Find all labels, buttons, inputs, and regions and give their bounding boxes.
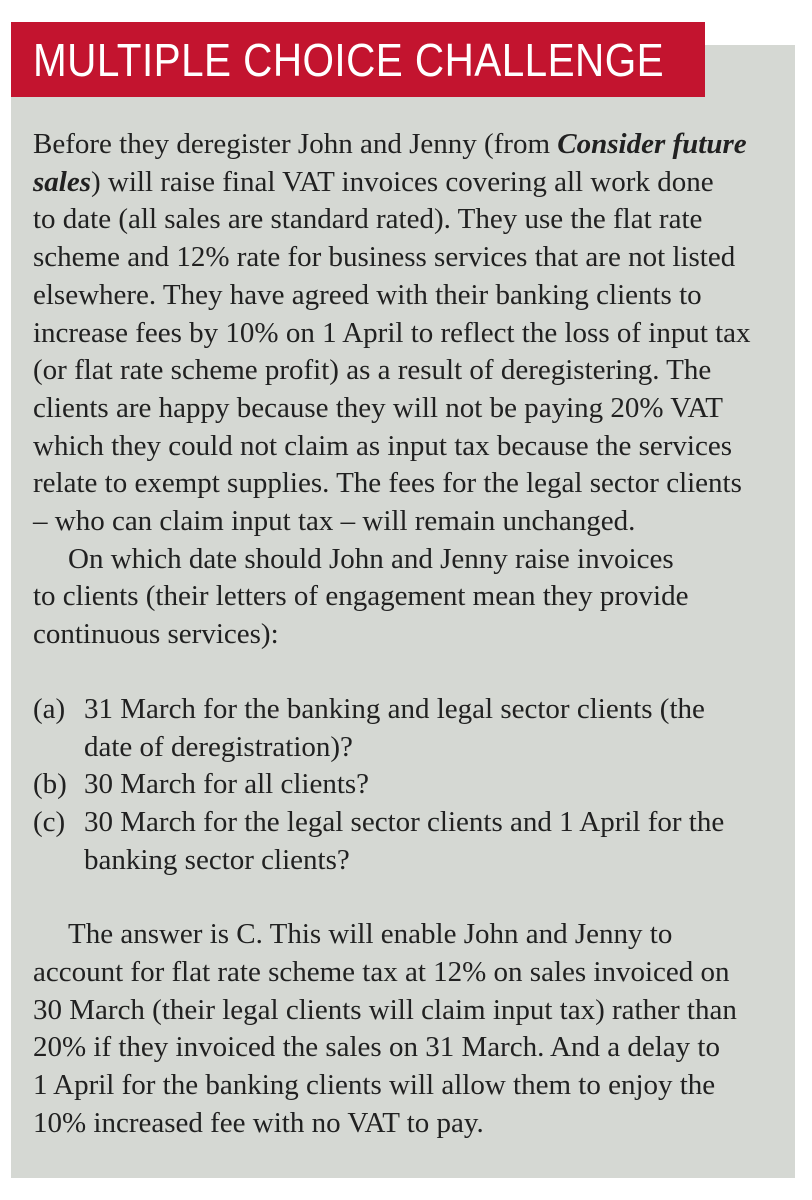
text-segment: to date (all sales are standard rated). They use the flat rate [33, 203, 703, 236]
text-line [33, 541, 781, 579]
text-line [84, 766, 369, 804]
options-list [33, 691, 781, 880]
text-line [33, 578, 781, 616]
option-c [33, 804, 781, 879]
text-line [33, 465, 781, 503]
option-a [33, 691, 781, 766]
article-body [33, 126, 781, 1143]
text-line [84, 842, 724, 880]
text-segment: ) will raise final VAT invoices covering all work done [91, 165, 714, 198]
text-line [33, 1067, 781, 1105]
text-segment: account for flat rate scheme tax at 12% on sales invoiced on [33, 956, 730, 989]
section-header-banner [11, 22, 705, 97]
emphasis-text: sales [33, 165, 91, 198]
text-segment: 30 March (their legal clients will claim input tax) rather than [33, 993, 737, 1026]
text-line [84, 729, 705, 767]
text-line [84, 804, 724, 842]
text-line [33, 1029, 781, 1067]
text-segment: to clients (their letters of engagement mean they provide [33, 580, 689, 613]
question-prompt-paragraph [33, 541, 781, 654]
text-segment: which they could not claim as input tax because the services [33, 429, 733, 462]
text-line [33, 390, 781, 428]
text-line [33, 616, 781, 654]
text-segment: 10% increased fee with no VAT to pay. [33, 1106, 484, 1139]
option-a-marker: (a) [33, 692, 66, 725]
text-line [33, 992, 781, 1030]
text-line [33, 1105, 781, 1143]
text-segment: On which date should John and Jenny raise invoices [68, 542, 674, 575]
text-line [33, 954, 781, 992]
option-c-text [84, 804, 724, 879]
option-c-marker: (c) [33, 805, 66, 838]
answer-paragraph [33, 916, 781, 1142]
text-line [33, 201, 781, 239]
text-segment: – who can claim input tax – will remain unchanged. [33, 505, 636, 538]
option-b-marker: (b) [33, 768, 67, 801]
text-line [33, 126, 781, 164]
option-b-text [84, 766, 369, 804]
text-segment: 30 March for all clients? [84, 768, 370, 801]
text-line [33, 239, 781, 277]
text-segment: scheme and 12% rate for business services that are not listed [33, 241, 736, 274]
text-segment: (or flat rate scheme profit) as a result of deregistering. The [33, 354, 712, 387]
text-segment: Before they deregister John and Jenny (from [33, 128, 558, 160]
text-segment: continuous services): [33, 618, 279, 651]
text-segment: relate to exempt supplies. The fees for the legal sector clients [33, 467, 742, 500]
text-line [33, 916, 781, 954]
section-title: MULTIPLE CHOICE CHALLENGE [33, 33, 665, 86]
text-line [33, 352, 781, 390]
text-segment: banking sector clients? [84, 843, 350, 876]
text-segment: The answer is C. This will enable John and Jenny to [68, 918, 673, 951]
option-b [33, 766, 781, 804]
emphasis-text: Consider future [557, 128, 747, 160]
option-a-text [84, 691, 705, 766]
text-segment: date of deregistration)? [84, 730, 353, 763]
question-intro-paragraph [33, 126, 781, 541]
text-line [33, 164, 781, 202]
text-line [33, 277, 781, 315]
text-segment: elsewhere. They have agreed with their banking clients to [33, 278, 702, 311]
text-segment: clients are happy because they will not be paying 20% VAT [33, 391, 723, 424]
text-line [33, 315, 781, 353]
text-segment: increase fees by 10% on 1 April to reflect the loss of input tax [33, 316, 751, 349]
text-line [33, 428, 781, 466]
text-line [33, 503, 781, 541]
text-segment: 1 April for the banking clients will allow them to enjoy the [33, 1069, 716, 1102]
text-line [84, 691, 705, 729]
text-segment: 30 March for the legal sector clients and 1 April for the [84, 805, 725, 838]
text-segment: 20% if they invoiced the sales on 31 March. And a delay to [33, 1031, 720, 1064]
text-segment: 31 March for the banking and legal sector clients (the [84, 692, 705, 725]
